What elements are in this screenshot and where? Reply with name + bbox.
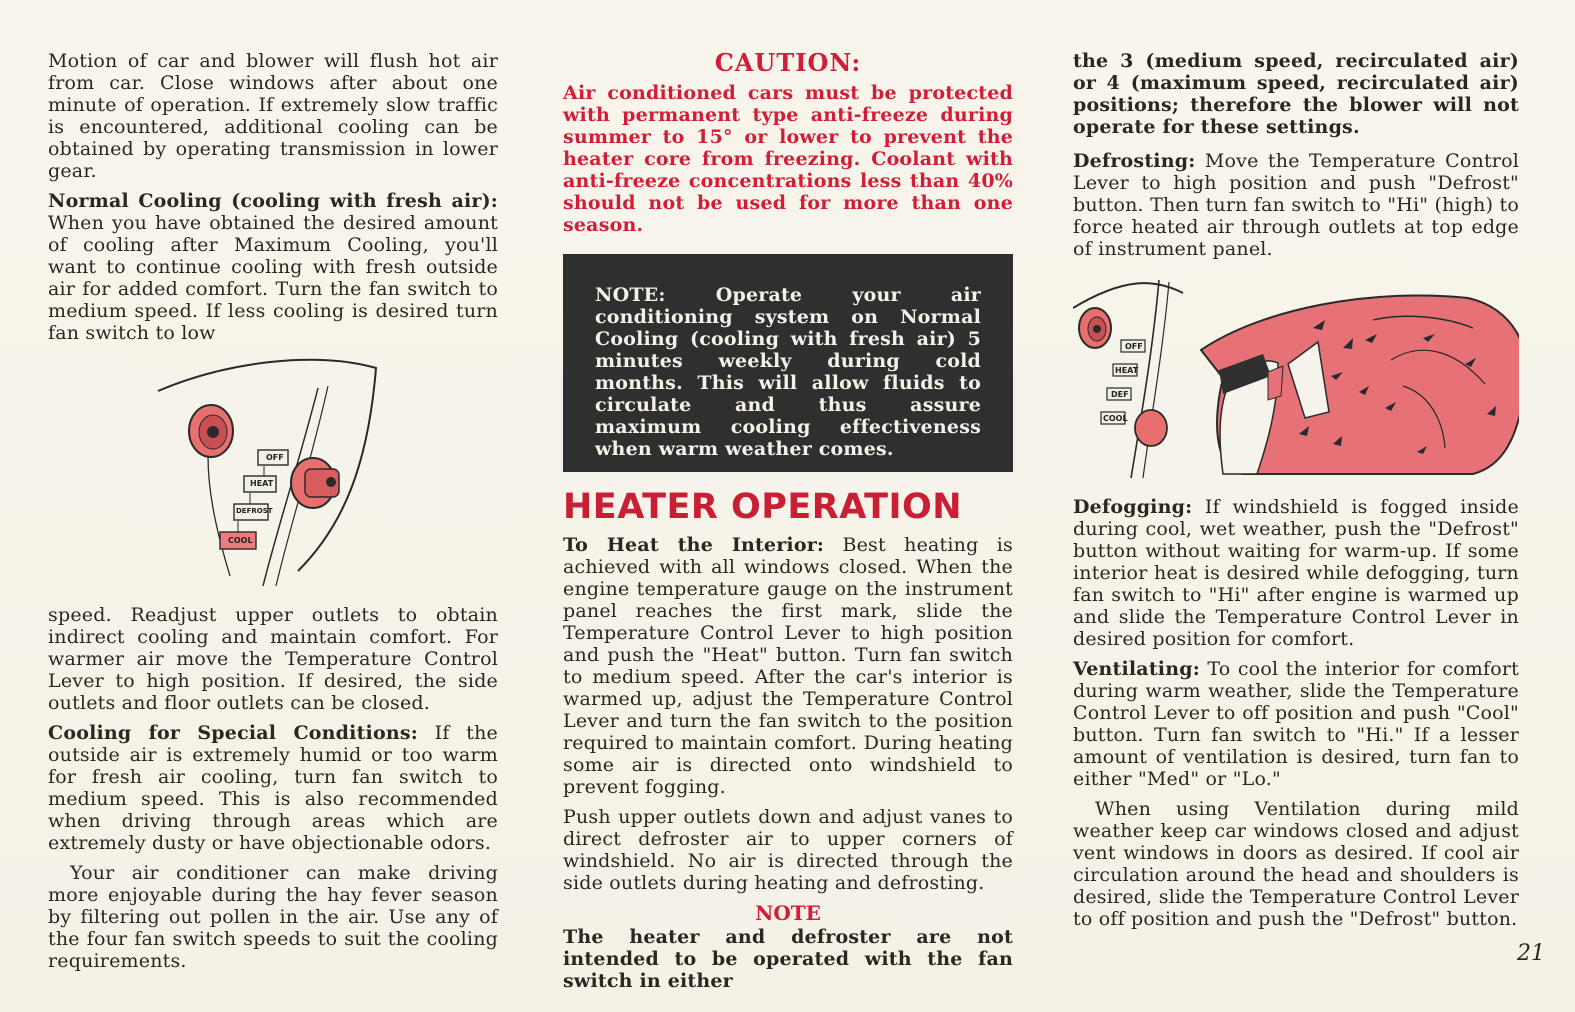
heat-interior-text: Best heating is achieved with all windows closed. When the engine temperature gauge on the instrument panel reaches the first mark, slide the Temperature Control Lever to high position and push the "Heat" button. Turn fan switch to medium speed. After the car's interior is warmed up, adjust the Temperature Control Lever and turn the fan switch to the position required to maintain comfort. During heating some air is directed onto windshield to prevent fogging.	[563, 534, 1013, 798]
note-heater-defroster: The heater and defroster are not intended to be operated with the fan switch in either	[563, 926, 1013, 992]
heat-interior-paragraph	[563, 534, 1013, 798]
def-button-label-2: DEF	[1111, 390, 1129, 399]
defrost-airflow-drawing	[1073, 268, 1519, 496]
defrosting-paragraph	[1073, 150, 1519, 260]
paragraph-hay-fever: Your air conditioner can make driving more enjoyable during the hay fever season by filtering out pollen in the air. Use any of the four fan switch speeds to suit the cooling requirements.	[48, 862, 498, 972]
defogging-heading: Defogging:	[1073, 496, 1193, 518]
heater-operation-title: HEATER OPERATION	[563, 487, 963, 527]
normal-cooling-paragraph	[48, 190, 498, 344]
caution-text: Air conditioned cars must be protected with permanent type anti-freeze during summer to 15° or lower to prevent the heater core from freezing. Coolant with anti-freeze concentrations less than 40% should not be used for more than one season.	[563, 82, 1013, 236]
defrost-airflow-illustration	[1073, 268, 1519, 496]
special-conditions-heading: Cooling for Special Conditions:	[48, 722, 418, 744]
maintenance-note-box	[563, 254, 1013, 472]
maintenance-note-text: NOTE: Operate your air conditioning system on Normal Cooling (cooling with fresh air) 5 minutes weekly during cold months. This will allow fluids to circulate and thus assure maximum cooling effectiveness when warm weather comes.	[595, 284, 981, 460]
ventilating-text: To cool the interior for comfort during warm weather, slide the Temperature Control Lever to off position and push "Cool" button. Turn fan switch to "Hi." If a lesser amount of ventilation is desired, turn fan to either "Med" or "Lo."	[1073, 658, 1519, 790]
paragraph-blower-positions: the 3 (medium speed, recirculated air) or 4 (maximum speed, recirculated air) positions; therefore the blower will not operate for these settings.	[1073, 50, 1519, 138]
cool-button-label-2: COOL	[1103, 414, 1128, 423]
middle-column	[563, 50, 1013, 1004]
left-column	[48, 50, 498, 984]
heat-button-label-2: HEAT	[1115, 366, 1139, 375]
right-column	[1073, 50, 1519, 942]
defrost-button-label: DEFROST	[236, 507, 273, 515]
special-conditions-text: If the outside air is extremely humid or too warm for fresh air cooling, turn fan switch to medium speed. This is also recommended when driving through areas which are extremely dusty or have objectionable odors.	[48, 722, 498, 854]
heat-button-label: HEAT	[250, 479, 274, 488]
off-button-label-2: OFF	[1125, 342, 1143, 351]
cooling-controls-drawing	[48, 356, 498, 604]
off-button-label: OFF	[266, 453, 284, 462]
paragraph-flush-hot-air: Motion of car and blower will flush hot air from car. Close windows after about one minute of operation. If extremely slow traffic is encountered, additional cooling can be obtained by operating transmission in lower gear.	[48, 50, 498, 182]
cool-button-label: COOL	[228, 536, 253, 545]
heat-interior-heading: To Heat the Interior:	[563, 534, 825, 556]
caution-title: CAUTION:	[714, 48, 862, 77]
cooling-controls-illustration	[48, 356, 498, 604]
defogging-paragraph	[1073, 496, 1519, 650]
paragraph-readjust-outlets: speed. Readjust upper outlets to obtain indirect cooling and maintain comfort. For warmer air move the Temperature Control Lever to high position. If desired, the side outlets and floor outlets can be closed.	[48, 604, 498, 714]
normal-cooling-text: When you have obtained the desired amount of cooling after Maximum Cooling, you'll want to continue cooling with fresh outside air for added comfort. Turn the fan switch to medium speed. If less cooling is desired turn fan switch to low	[48, 212, 498, 344]
normal-cooling-heading: Normal Cooling (cooling with fresh air):	[48, 190, 498, 212]
paragraph-upper-outlets: Push upper outlets down and adjust vanes to direct defroster air to upper corners of windshield. No air is directed through the side outlets during heating and defrosting.	[563, 806, 1013, 894]
page-number: 21	[1517, 941, 1545, 966]
ventilating-paragraph	[1073, 658, 1519, 790]
note-title: NOTE	[755, 901, 821, 925]
defrosting-text: Move the Temperature Control Lever to high position and push "Defrost" button. Then turn fan switch to "Hi" (high) to force heated air through outlets at top edge of instrument panel.	[1073, 150, 1519, 260]
defogging-text: If windshield is fogged inside during cool, wet weather, push the "Defrost" button without waiting for warm-up. If some interior heat is desired while defogging, turn fan switch to "Hi" after engine is warmed up and slide the Temperature Control Lever in desired position for comfort.	[1073, 496, 1519, 650]
special-conditions-paragraph	[48, 722, 498, 854]
paragraph-mild-weather: When using Ventilation during mild weather keep car windows closed and adjust vent windows in doors as desired. If cool air circulation around the head and shoulders is desired, slide the Temperature Control Lever to off position and push the "Defrost" button.	[1073, 798, 1519, 930]
defrosting-heading: Defrosting:	[1073, 150, 1196, 172]
ventilating-heading: Ventilating:	[1073, 658, 1200, 680]
